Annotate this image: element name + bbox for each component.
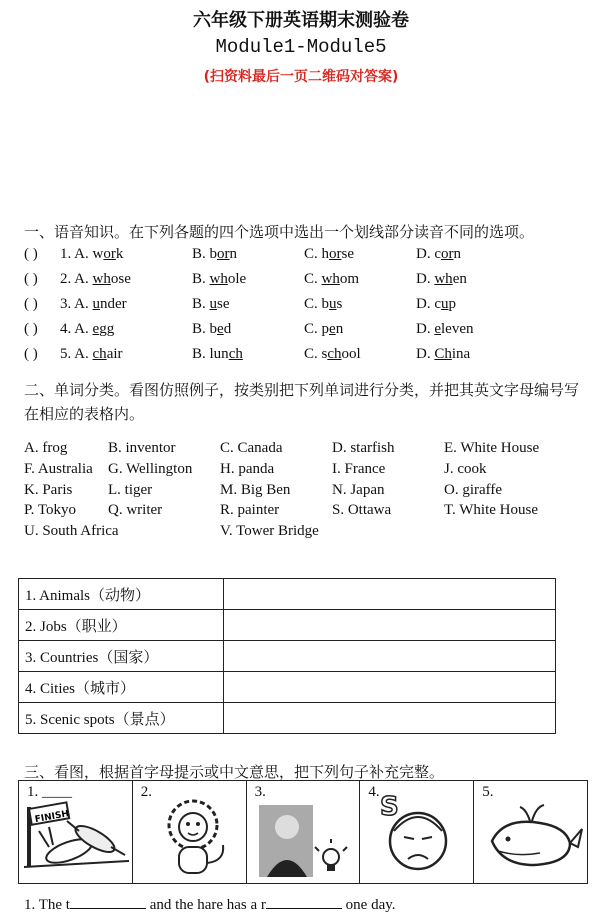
answer-parens[interactable]: ( ): [24, 271, 38, 287]
category-answer-cell[interactable]: [224, 703, 556, 734]
option-b: B. use: [192, 296, 230, 312]
page-subtitle: Module1-Module5: [215, 36, 387, 58]
picture-cell-5: [473, 780, 588, 884]
picture-row: [18, 780, 588, 884]
option-c: C. school: [304, 346, 361, 362]
option-d: D. eleven: [416, 321, 474, 337]
word-item: N. Japan: [332, 481, 385, 498]
category-answer-cell[interactable]: [224, 641, 556, 672]
category-label: 2. Jobs（职业）: [19, 610, 224, 641]
category-row: [19, 579, 556, 610]
word-item: T. White House: [444, 502, 539, 519]
picture-number: 3.: [254, 784, 266, 800]
page-title: 六年级下册英语期末测验卷: [193, 10, 409, 30]
answer-parens[interactable]: ( ): [24, 296, 38, 312]
option-d: D. when: [416, 271, 467, 287]
category-row: [19, 672, 556, 703]
word-item: R. painter: [220, 502, 280, 519]
word-item: M. Big Ben: [220, 481, 291, 498]
sad-boy-picture-icon: [360, 781, 474, 885]
svg-text:S: S: [380, 792, 400, 822]
word-item: D. starfish: [332, 440, 395, 456]
section2-heading: 二、单词分类。看图仿照例子，按类别把下列单词进行分类，并把其英文字母编号写在相应的表格内。: [24, 381, 580, 423]
category-row: [19, 641, 556, 672]
word-item: O. giraffe: [444, 481, 503, 498]
option-a: 1. A. work: [60, 246, 124, 262]
answer-blank[interactable]: [70, 894, 146, 909]
word-item: A. frog: [24, 440, 68, 456]
picture-number: 2.: [140, 784, 153, 800]
option-d: D. China: [416, 346, 471, 362]
category-label: 3. Countries（国家）: [19, 641, 224, 672]
answer-blank[interactable]: [266, 894, 342, 909]
word-item: P. Tokyo: [24, 502, 77, 519]
word-item: F. Australia: [24, 460, 93, 477]
word-item: E. White House: [444, 440, 540, 456]
option-b: B. whole: [192, 271, 247, 287]
word-item: G. Wellington: [108, 460, 193, 477]
option-b: B. lunch: [192, 346, 243, 362]
sentence-1-part1: 1. The t: [24, 897, 70, 913]
word-item: S. Ottawa: [332, 502, 392, 519]
section1-heading: 一、语音知识。在下列各题的四个选项中选出一个划线部分读音不同的选项。: [24, 223, 535, 241]
option-a: 5. A. chair: [60, 346, 123, 362]
word-item: C. Canada: [220, 440, 283, 456]
category-label: 5. Scenic spots（景点）: [19, 703, 224, 734]
word-item: B. inventor: [108, 440, 176, 456]
option-a: 4. A. egg: [60, 321, 115, 337]
option-c: C. pen: [304, 321, 344, 337]
word-item: I. France: [332, 460, 386, 477]
picture-number: 4.: [368, 784, 380, 800]
answer-parens[interactable]: ( ): [24, 346, 38, 362]
category-row: [19, 610, 556, 641]
option-b: B. bed: [192, 321, 232, 337]
option-d: D. corn: [416, 246, 461, 262]
category-label: 1. Animals（动物）: [19, 579, 224, 610]
word-item: H. panda: [220, 460, 275, 477]
answer-parens[interactable]: ( ): [24, 321, 38, 337]
answer-note: (扫资料最后一页二维码对答案): [203, 69, 399, 85]
category-answer-cell[interactable]: [224, 672, 556, 703]
word-item: K. Paris: [24, 481, 73, 498]
category-answer-cell[interactable]: [224, 610, 556, 641]
option-c: C. whom: [304, 271, 360, 287]
category-answer-cell[interactable]: [224, 579, 556, 610]
sentence-1-part3: one day.: [341, 897, 396, 913]
sentence-1: [24, 894, 396, 914]
word-item: U. South Africa: [24, 523, 119, 540]
option-d: D. cup: [416, 296, 456, 312]
word-item: Q. writer: [108, 502, 163, 519]
picture-number: 1. ____: [27, 784, 72, 800]
sentence-1-part2: and the hare has a r: [145, 897, 266, 913]
section3-heading: 三、看图，根据首字母提示或中文意思，把下列句子补充完整。: [24, 763, 445, 781]
option-a: 2. A. whose: [60, 271, 131, 287]
word-item: L. tiger: [108, 481, 153, 498]
picture-cell-2: [132, 780, 247, 884]
picture-cell-3: [246, 780, 361, 884]
word-item: J. cook: [444, 460, 487, 477]
option-b: B. born: [192, 246, 238, 262]
picture-cell-4: [359, 780, 474, 884]
option-c: C. horse: [304, 246, 355, 262]
category-row: [19, 703, 556, 734]
answer-parens[interactable]: ( ): [24, 246, 38, 262]
inventor-lightbulb-picture-icon: [247, 781, 361, 885]
word-item: V. Tower Bridge: [220, 523, 319, 540]
hare-finish-picture-icon: [19, 781, 133, 885]
option-a: 3. A. under: [60, 296, 127, 312]
picture-number: 5.: [482, 784, 494, 800]
whale-picture-icon: [474, 781, 588, 885]
category-table: [18, 578, 556, 734]
lion-picture-icon: [133, 781, 247, 885]
finish-sign-text: FINISH: [34, 809, 70, 826]
picture-cell-1: [18, 780, 133, 884]
category-label: 4. Cities（城市）: [19, 672, 224, 703]
option-c: C. bus: [304, 296, 343, 312]
